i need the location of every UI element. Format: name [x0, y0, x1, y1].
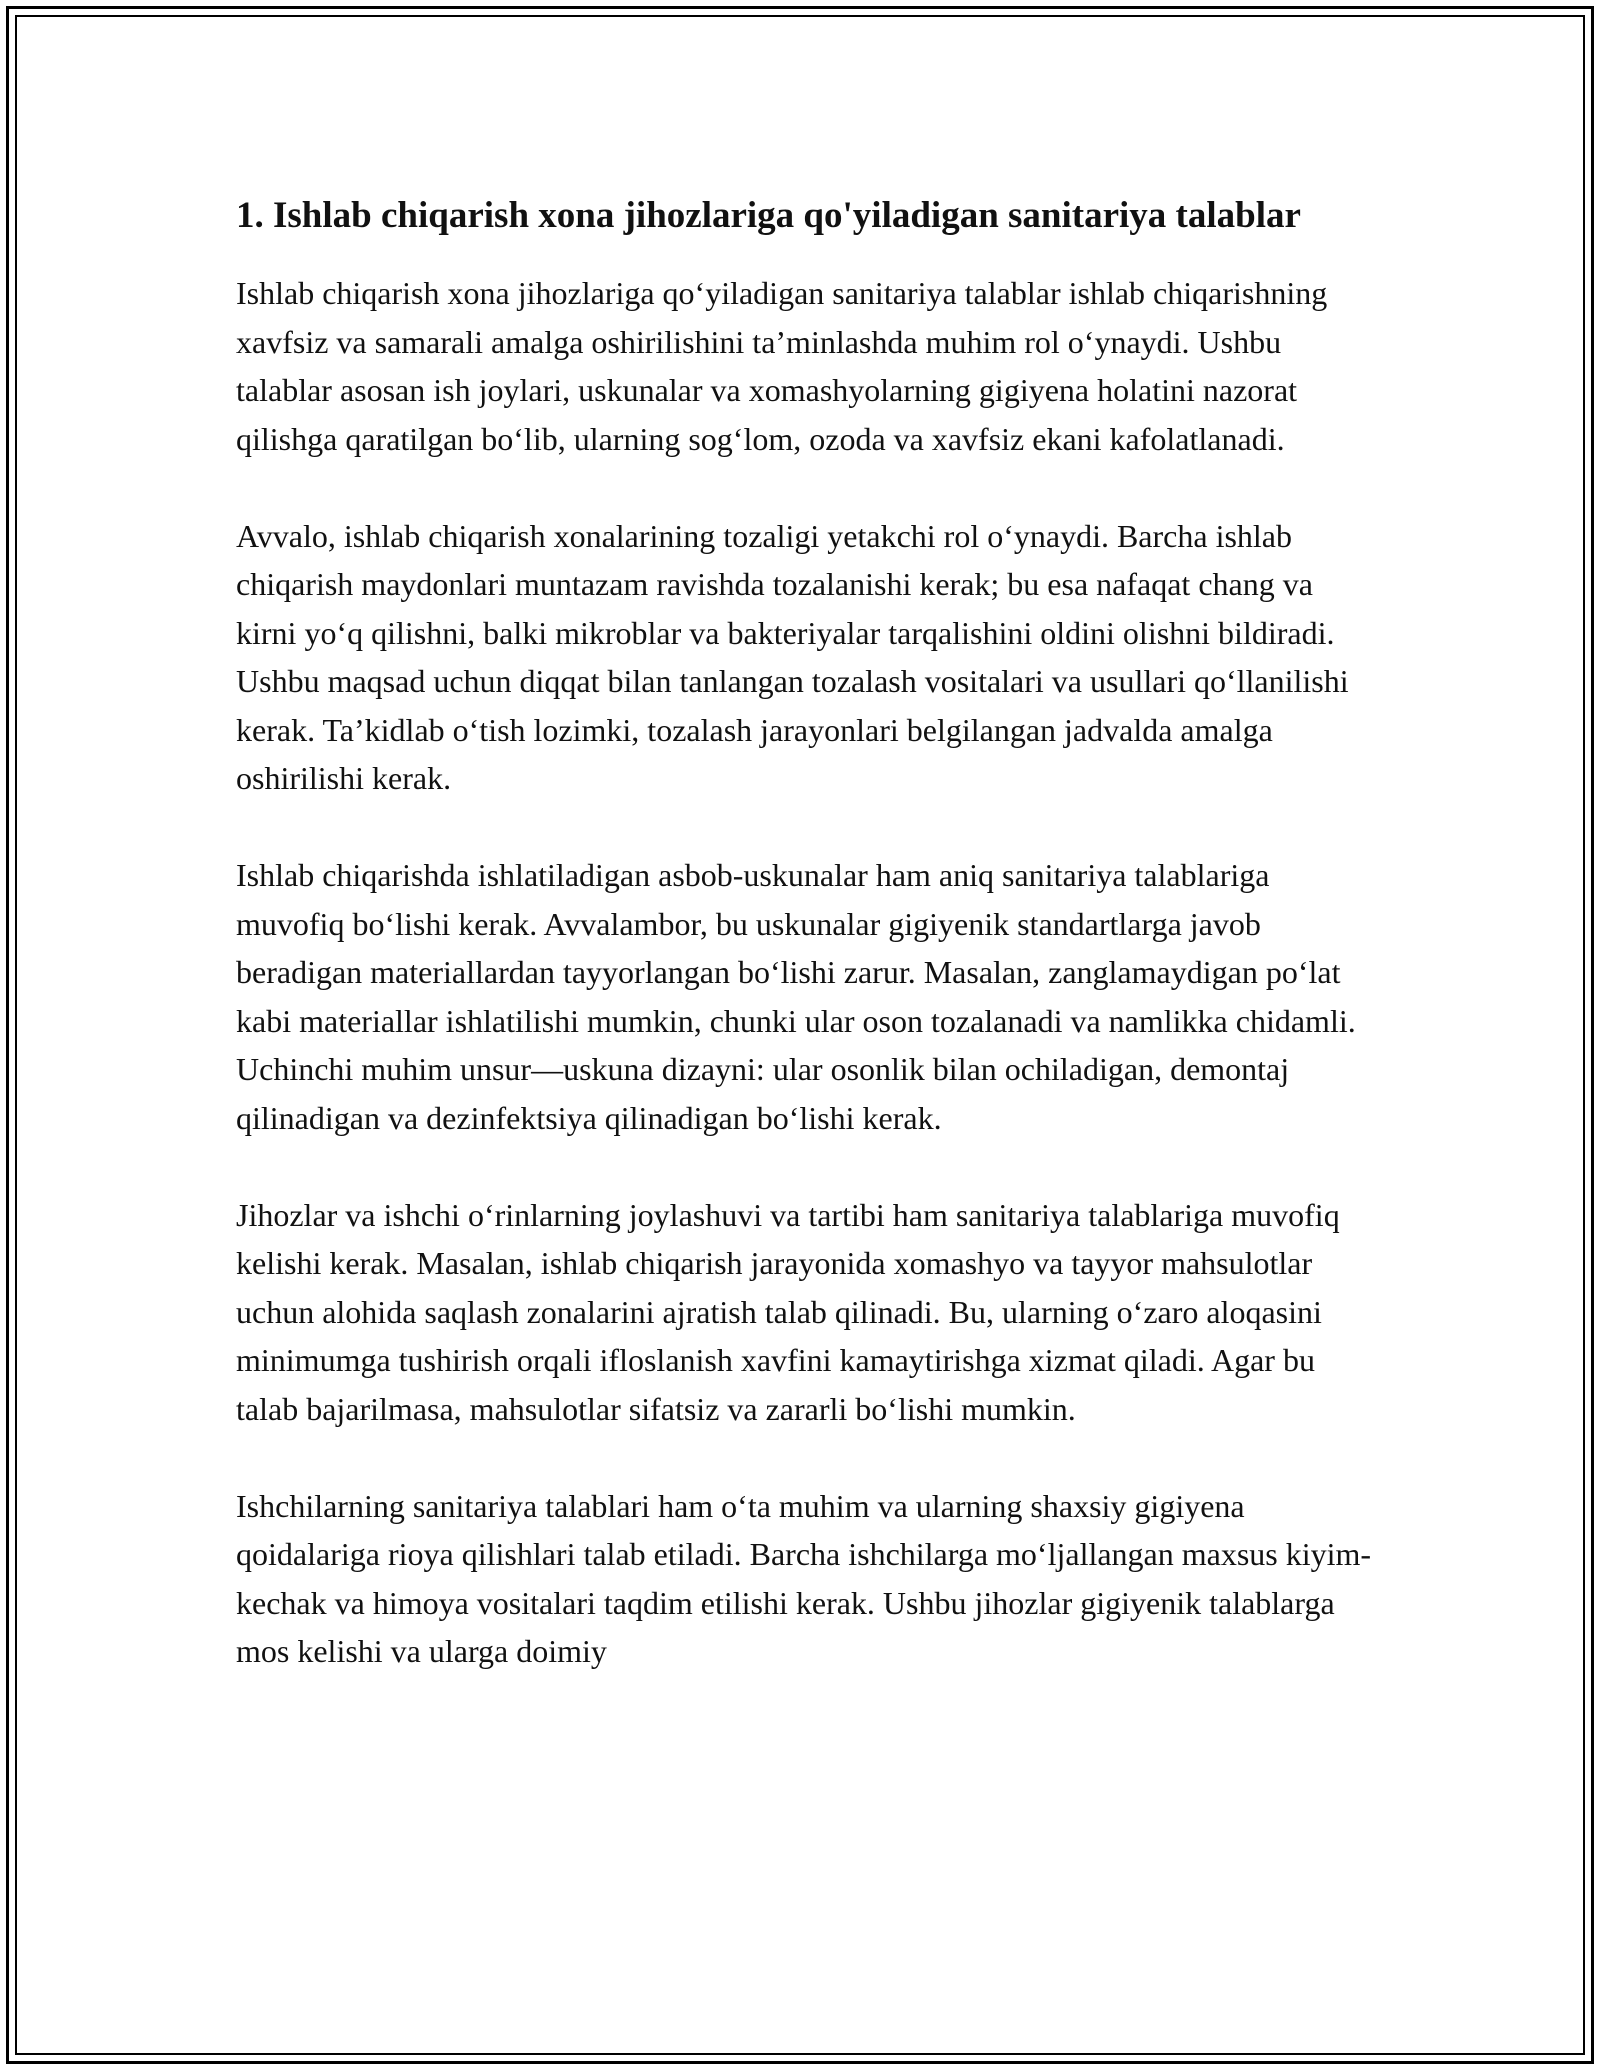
paragraph-1: Ishlab chiqarish xona jihozlariga qo‘yiladigan sanitariya talablar ishlab chiqarishning xavfsiz va samarali amalga oshirilishini ta’minlashda muhim rol o‘ynaydi. Ushbu talablar asosan ish joylari, uskunalar va xomashyolarning gigiyena holatini nazorat qilishga qaratilgan bo‘lib, ularning sog‘lom, ozoda va xavfsiz ekani kafolatlanadi. — [236, 275, 1328, 457]
document-body — [236, 188, 1376, 1724]
section-heading: 1. Ishlab chiqarish xona jihozlariga qo'yiladigan sanitariya talablar — [236, 195, 1301, 236]
paragraph-3: Ishlab chiqarishda ishlatiladigan asbob-uskunalar ham aniq sanitariya talablariga muvofiq bo‘lishi kerak. Avvalambor, bu uskunalar gigiyenik standartlarga javob beradigan materiallardan tayyorlangan bo‘lishi zarur. Masalan, zanglamaydigan po‘lat kabi materiallar ishlatilishi mumkin, chunki ular oson tozalanadi va namlikka chidamli. Uchinchi muhim unsur—uskuna dizayni: ular osonlik bilan ochiladigan, demontaj qilinadigan va dezinfektsiya qilinadigan bo‘lishi kerak. — [236, 857, 1356, 1136]
paragraph-5: Ishchilarning sanitariya talablari ham o‘ta muhim va ularning shaxsiy gigiyena qoidalariga rioya qilishlari talab etiladi. Barcha ishchilarga mo‘ljallangan maxsus kiyim-kechak va himoya vositalari taqdim etilishi kerak. Ushbu jihozlar gigiyenik talablarga mos kelishi va ularga doimiy — [236, 1487, 1372, 1669]
paragraph-4: Jihozlar va ishchi o‘rinlarning joylashuvi va tartibi ham sanitariya talablariga muvofiq kelishi kerak. Masalan, ishlab chiqarish jarayonida xomashyo va tayyor mahsulotlar uchun alohida saqlash zonalarini ajratish talab qilinadi. Bu, ularning o‘zaro aloqasini minimumga tushirish orqali ifloslanish xavfini kamaytirishga xizmat qiladi. Agar bu talab bajarilmasa, mahsulotlar sifatsiz va zararli bo‘lishi mumkin. — [236, 1196, 1340, 1427]
paragraph-2: Avvalo, ishlab chiqarish xonalarining tozaligi yetakchi rol o‘ynaydi. Barcha ishlab chiqarish maydonlari muntazam ravishda tozalanishi kerak; bu esa nafaqat chang va kirni yo‘q qilishni, balki mikroblar va bakteriyalar tarqalishini oldini olishni bildiradi. Ushbu maqsad uchun diqqat bilan tanlangan tozalash vositalari va usullari qo‘llanilishi kerak. Ta’kidlab o‘tish lozimki, tozalash jarayonlari belgilangan jadvalda amalga oshirilishi kerak. — [236, 517, 1349, 796]
